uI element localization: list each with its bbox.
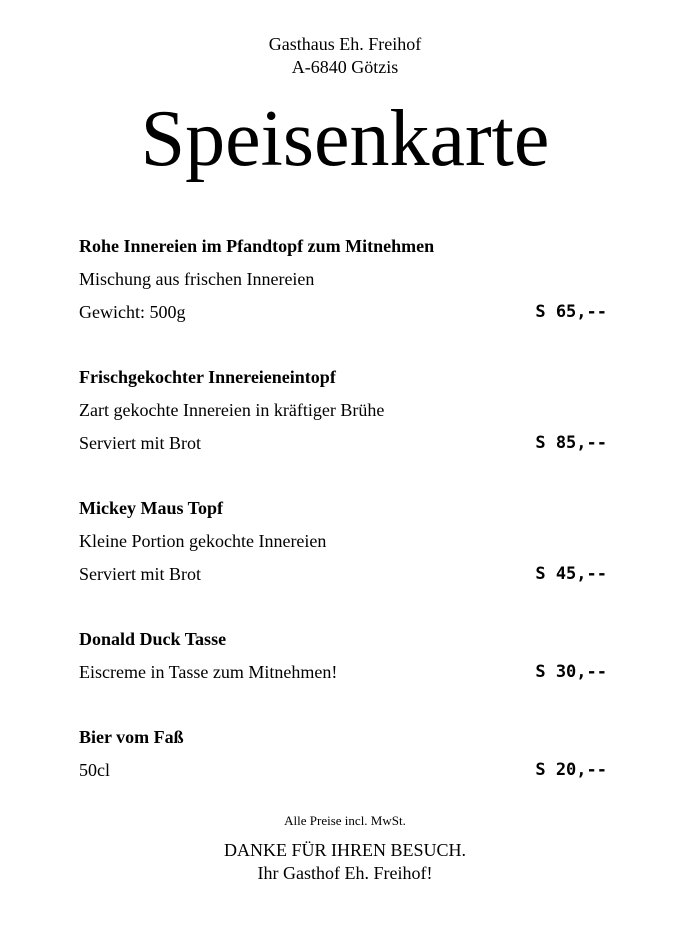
menu-item-price: S 65,-- <box>535 302 607 322</box>
menu-item-detail-row <box>79 427 609 460</box>
menu-item <box>79 492 609 591</box>
menu-item-price: S 20,-- <box>535 760 607 780</box>
menu-item-detail-row <box>79 558 609 591</box>
menu-item-detail: Eiscreme in Tasse zum Mitnehmen! <box>79 662 338 682</box>
menu-item-price: S 45,-- <box>535 564 607 584</box>
thank-you-line-2: Ihr Gasthof Eh. Freihof! <box>257 863 433 883</box>
menu-item <box>79 230 609 329</box>
menu-header <box>0 33 690 79</box>
menu-item-description: Mischung aus frischen Innereien <box>79 269 315 289</box>
menu-list <box>79 230 609 819</box>
page-title: Speisenkarte <box>140 95 550 183</box>
menu-item-description: Kleine Portion gekochte Innereien <box>79 531 327 551</box>
restaurant-name: Gasthaus Eh. Freihof <box>268 34 422 54</box>
thank-you-message <box>0 839 690 885</box>
menu-item-detail: 50cl <box>79 760 110 780</box>
menu-item-detail-row <box>79 296 609 329</box>
thank-you-line-1: DANKE FÜR IHREN BESUCH. <box>223 840 466 860</box>
menu-item <box>79 361 609 460</box>
menu-item-detail-row <box>79 656 609 689</box>
tax-note: Alle Preise incl. MwSt. <box>284 813 406 828</box>
menu-item <box>79 623 609 689</box>
menu-item-price: S 30,-- <box>535 662 607 682</box>
menu-item-price: S 85,-- <box>535 433 607 453</box>
menu-item-name: Mickey Maus Topf <box>79 498 224 518</box>
menu-item-name: Frischgekochter Innereieneintopf <box>79 367 336 387</box>
menu-item <box>79 721 609 787</box>
menu-item-detail: Serviert mit Brot <box>79 433 201 453</box>
menu-item-description: Zart gekochte Innereien in kräftiger Brühe <box>79 400 385 420</box>
menu-item-name: Rohe Innereien im Pfandtopf zum Mitnehmen <box>79 236 435 256</box>
menu-item-name: Bier vom Faß <box>79 727 184 747</box>
menu-item-detail: Gewicht: 500g <box>79 302 186 322</box>
restaurant-address: A-6840 Götzis <box>291 57 399 77</box>
menu-item-name: Donald Duck Tasse <box>79 629 227 649</box>
menu-item-detail-row <box>79 754 609 787</box>
menu-item-detail: Serviert mit Brot <box>79 564 201 584</box>
